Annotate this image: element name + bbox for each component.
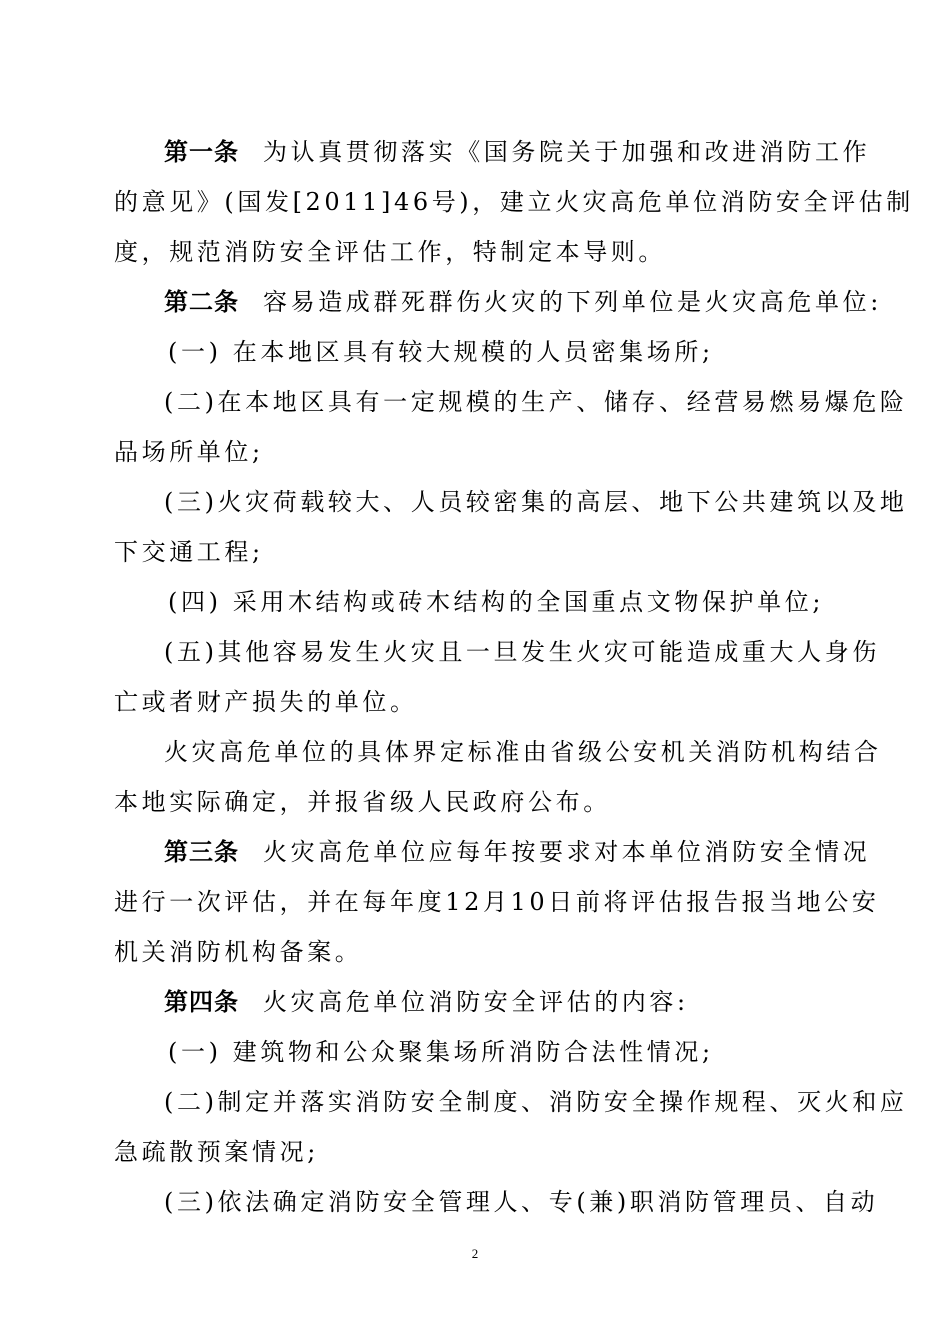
article-2-item-1: (一) 在本地区具有较大规模的人员密集场所; xyxy=(168,338,714,366)
article-4-item-1: (一) 建筑物和公众聚集场所消防合法性情况; xyxy=(168,1038,714,1066)
article-1-line-3: 度，规范消防安全评估工作，特制定本导则。 xyxy=(114,238,666,266)
article-3-line-3: 机关消防机构备案。 xyxy=(114,938,363,966)
article-4-line-1: 第四条 火灾高危单位消防安全评估的内容: xyxy=(164,988,689,1016)
article-4-heading: 第四条 xyxy=(164,988,239,1016)
article-3-line-2: 进行一次评估，并在每年度12月10日前将评估报告报当地公安 xyxy=(114,888,880,916)
article-4-item-2-line-2: 急疏散预案情况; xyxy=(114,1138,319,1166)
article-3-line-1: 第三条 火灾高危单位应每年按要求对本单位消防安全情况 xyxy=(164,838,871,866)
page-number: 2 xyxy=(471,1246,479,1261)
article-2-item-4: (四) 采用木结构或砖木结构的全国重点文物保护单位; xyxy=(168,588,825,616)
article-2-line-1: 第二条 容易造成群死群伤火灾的下列单位是火灾高危单位: xyxy=(164,288,882,316)
article-2-item-2-line-2: 品场所单位; xyxy=(114,438,264,466)
article-4-item-2-line-1: (二)制定并落实消防安全制度、消防安全操作规程、灭火和应 xyxy=(164,1088,908,1116)
article-2-note-line-2: 本地实际确定，并报省级人民政府公布。 xyxy=(114,788,611,816)
article-3-heading: 第三条 xyxy=(164,838,239,866)
article-2-note-line-1: 火灾高危单位的具体界定标准由省级公安机关消防机构结合 xyxy=(164,738,882,766)
article-1-heading: 第一条 xyxy=(164,138,239,166)
article-2-item-3-line-1: (三)火灾荷载较大、人员较密集的高层、地下公共建筑以及地 xyxy=(164,488,908,516)
article-4-item-3-line-1: (三)依法确定消防安全管理人、专(兼)职消防管理员、自动 xyxy=(164,1188,879,1216)
article-2-item-3-line-2: 下交通工程; xyxy=(114,538,264,566)
article-2-item-2-line-1: (二)在本地区具有一定规模的生产、储存、经营易燃易爆危险 xyxy=(164,388,908,416)
article-1-line-1: 第一条 为认真贯彻落实《国务院关于加强和改进消防工作 xyxy=(164,138,871,166)
article-2-item-5-line-1: (五)其他容易发生火灾且一旦发生火灾可能造成重大人身伤 xyxy=(164,638,880,666)
article-2-item-5-line-2: 亡或者财产损失的单位。 xyxy=(114,688,418,716)
article-1-line-2: 的意见》(国发[2011]46号)，建立火灾高危单位消防安全评估制 xyxy=(114,188,914,216)
article-2-heading: 第二条 xyxy=(164,288,239,316)
